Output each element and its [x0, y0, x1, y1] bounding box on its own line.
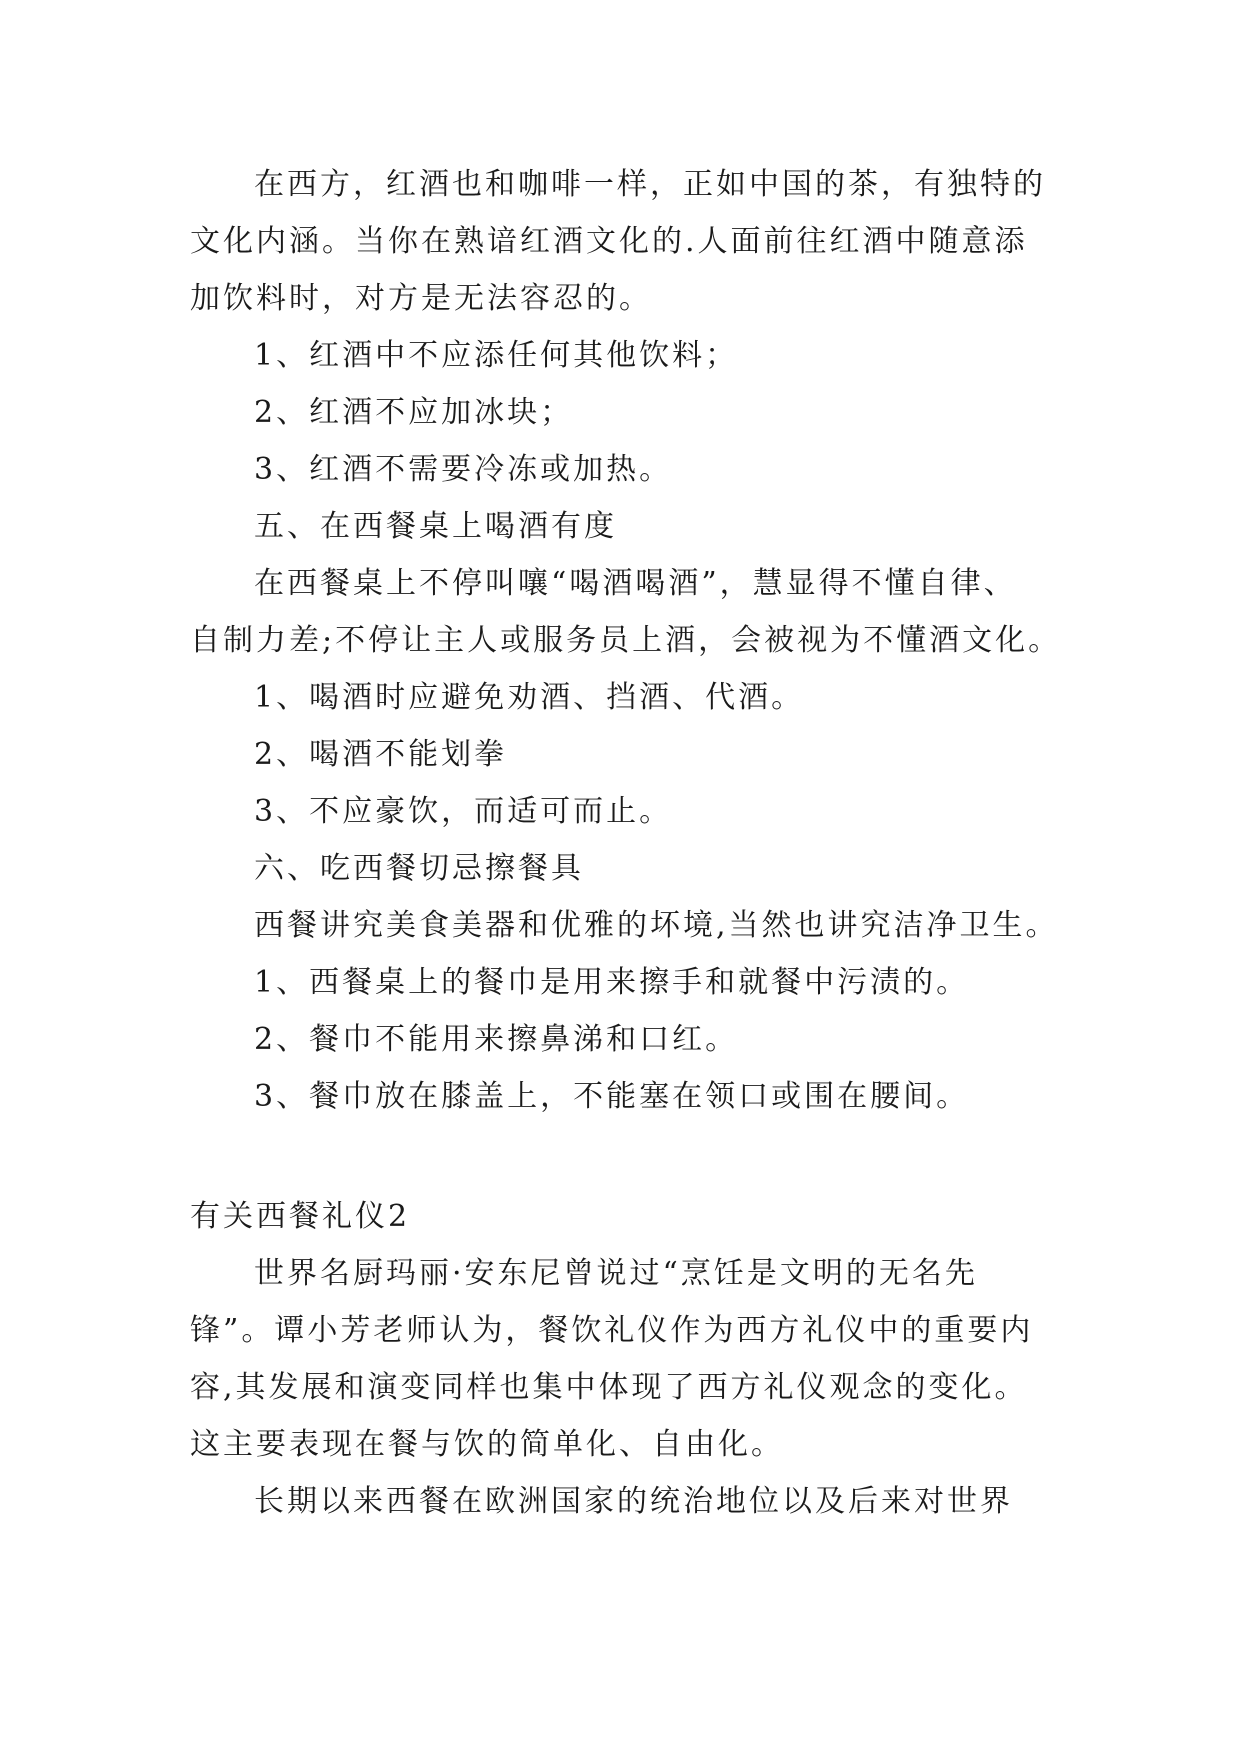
- list-item: 1、西餐桌上的餐巾是用来擦手和就餐中污渍的。: [254, 965, 970, 1000]
- list-item: 2、红酒不应加冰块；: [254, 395, 574, 430]
- paragraph-chef-quote-cont: 容,其发展和演变同样也集中体现了西方礼仪观念的变化。: [190, 1370, 1028, 1405]
- paragraph-drinking-cont: 自制力差;不停让主人或服务员上酒，会被视为不懂酒文化。: [190, 623, 1062, 658]
- paragraph-red-wine-culture: 在西方，红酒也和咖啡一样，正如中国的茶，有独特的: [254, 167, 1046, 202]
- paragraph-drinking: 在西餐桌上不停叫嚷“喝酒喝酒”，慧显得不懂自律、: [254, 566, 1017, 601]
- article-title: 有关西餐礼仪2: [190, 1199, 411, 1234]
- paragraph-chef-quote-cont: 锋”。谭小芳老师认为，餐饮礼仪作为西方礼仪中的重要内: [190, 1313, 1034, 1348]
- list-item: 2、喝酒不能划拳: [254, 737, 508, 772]
- paragraph-western-food-history: 长期以来西餐在欧洲国家的统治地位以及后来对世界: [254, 1484, 1013, 1519]
- list-item: 3、不应豪饮，而适可而止。: [254, 794, 673, 829]
- list-item: 3、红酒不需要冷冻或加热。: [254, 452, 673, 487]
- list-item: 3、餐巾放在膝盖上，不能塞在领口或围在腰间。: [254, 1079, 970, 1114]
- section-heading-drinking: 五、在西餐桌上喝酒有度: [254, 509, 617, 544]
- paragraph-red-wine-culture-cont: 文化内涵。当你在熟谙红酒文化的.人面前往红酒中随意添: [190, 224, 1028, 259]
- paragraph-tableware: 西餐讲究美食美器和优雅的坏境,当然也讲究洁净卫生。: [254, 908, 1059, 943]
- paragraph-chef-quote: 世界名厨玛丽·安东尼曾说过“烹饪是文明的无名先: [254, 1256, 978, 1291]
- section-heading-tableware: 六、吃西餐切忌擦餐具: [254, 851, 584, 886]
- list-item: 2、餐巾不能用来擦鼻涕和口红。: [254, 1022, 739, 1057]
- list-item: 1、喝酒时应避免劝酒、挡酒、代酒。: [254, 680, 805, 715]
- list-item: 1、红酒中不应添任何其他饮料；: [254, 338, 739, 373]
- paragraph-red-wine-culture-end: 加饮料时，对方是无法容忍的。: [190, 281, 652, 316]
- paragraph-chef-quote-end: 这主要表现在餐与饮的简单化、自由化。: [190, 1427, 784, 1462]
